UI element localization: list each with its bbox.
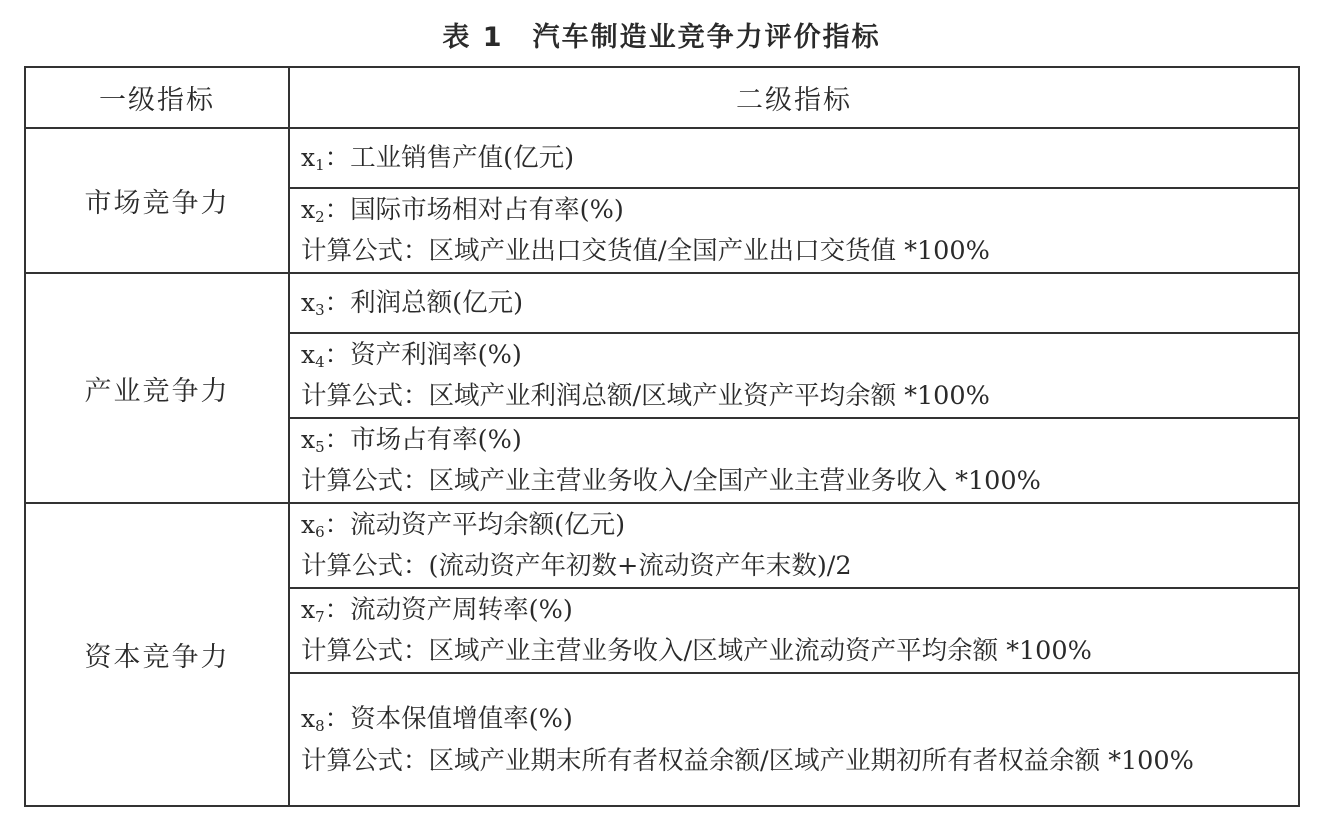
indicator-index: 3 <box>315 301 325 319</box>
indicator-formula: 计算公式：区域产业主营业务收入/区域产业流动资产平均余额 *100% <box>301 635 1092 666</box>
indicator-label: ：资产利润率(%) <box>324 339 522 370</box>
indicator-label-line <box>301 505 1292 545</box>
indicator-label: ：流动资产平均余额(亿元) <box>324 509 626 540</box>
header-row <box>25 67 1299 128</box>
category-market-competitiveness: 市场竞争力 <box>25 128 289 273</box>
indicator-label-line <box>301 190 1292 230</box>
indicator-label: ：国际市场相对占有率(%) <box>324 194 624 225</box>
indicator-index: 6 <box>315 522 325 541</box>
indicator-symbol: x <box>301 339 316 369</box>
header-primary-indicator: 一级指标 <box>25 67 289 128</box>
indicator-label-line <box>301 697 1292 741</box>
indicator-label-line <box>301 420 1292 460</box>
indicator-symbol: x <box>301 194 316 224</box>
indicator-x8 <box>289 673 1299 806</box>
indicator-index: 7 <box>315 607 325 626</box>
indicator-symbol: x <box>301 594 316 624</box>
indicator-formula: 计算公式：区域产业出口交货值/全国产业出口交货值 *100% <box>301 235 990 266</box>
table-caption: 表 1 汽车制造业竞争力评价指标 <box>442 22 881 53</box>
indicator-formula: 计算公式：区域产业利润总额/区域产业资产平均余额 *100% <box>301 380 990 411</box>
indicator-label-line <box>301 281 1292 325</box>
indicator-x6 <box>289 503 1299 588</box>
indicator-formula: 计算公式：区域产业期末所有者权益余额/区域产业期初所有者权益余额 *100% <box>301 746 1194 776</box>
indicator-index: 4 <box>315 352 325 371</box>
indicator-label-line <box>301 335 1292 375</box>
indicator-symbol: x <box>301 424 316 454</box>
indicator-label: ：流动资产周转率(%) <box>324 594 573 625</box>
indicator-index: 5 <box>315 437 325 456</box>
indicator-label-line <box>301 590 1292 630</box>
category-capital-competitiveness: 资本竞争力 <box>25 503 289 806</box>
indicator-symbol: x <box>301 509 316 539</box>
indicator-x7 <box>289 588 1299 673</box>
indicator-formula: 计算公式：区域产业主营业务收入/全国产业主营业务收入 *100% <box>301 465 1041 496</box>
indicator-x1 <box>289 128 1299 188</box>
indicator-symbol: x <box>301 704 316 733</box>
indicator-label: ：工业销售产值(亿元) <box>324 143 575 173</box>
table-row <box>25 273 1299 333</box>
header-secondary-indicator: 二级指标 <box>289 67 1299 128</box>
indicator-index: 1 <box>315 156 325 174</box>
indicator-index: 8 <box>315 717 325 735</box>
indicator-formula: 计算公式：(流动资产年初数+流动资产年末数)/2 <box>301 550 852 581</box>
indicator-label: ：利润总额(亿元) <box>324 288 524 318</box>
indicator-label-line <box>301 136 1292 180</box>
table-row <box>25 503 1299 588</box>
indicator-label: ：资本保值增值率(%) <box>324 704 573 734</box>
indicator-x3 <box>289 273 1299 333</box>
indicator-x4 <box>289 333 1299 418</box>
indicator-label: ：市场占有率(%) <box>324 424 522 455</box>
indicator-symbol: x <box>301 143 316 172</box>
indicator-symbol: x <box>301 288 316 317</box>
category-industry-competitiveness: 产业竞争力 <box>25 273 289 503</box>
indicator-x2 <box>289 188 1299 273</box>
indicator-x5 <box>289 418 1299 503</box>
table-row <box>25 128 1299 188</box>
indicator-table <box>24 66 1300 807</box>
indicator-index: 2 <box>315 207 325 226</box>
